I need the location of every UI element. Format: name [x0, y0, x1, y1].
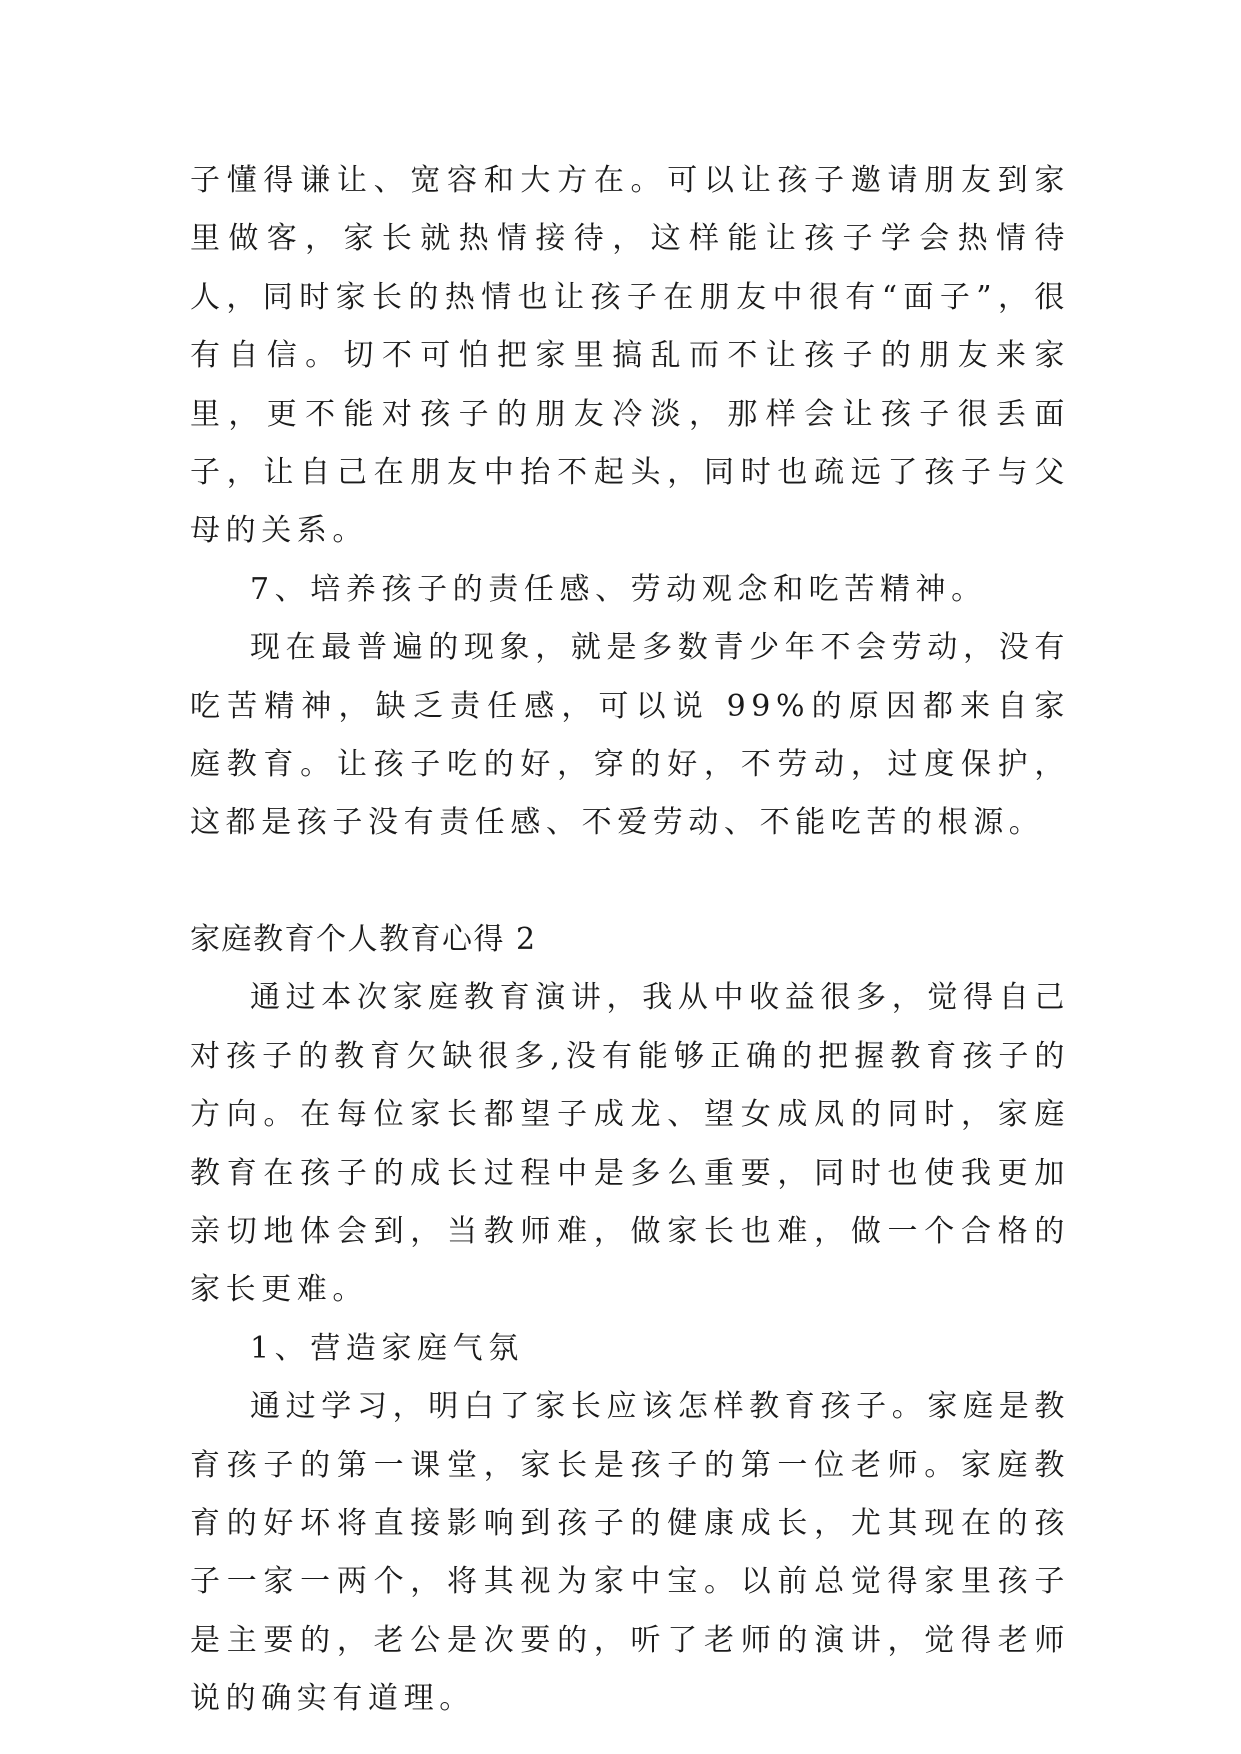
paragraph: 通过本次家庭教育演讲，我从中收益很多，觉得自己对孩子的教育欠缺很多,没有能够正确的把握教育孩子的方向。在每位家长都望子成龙、望女成凤的同时，家庭教育在孩子的成长过程中是多么重要，同时也使我更加亲切地体会到，当教师难，做家长也难，做一个合格的家长更难。: [190, 980, 1070, 1308]
document-body: [190, 152, 1070, 1729]
paragraph: 通过学习，明白了家长应该怎样教育孩子。家庭是教育孩子的第一课堂，家长是孩子的第一位老师。家庭教育的好坏将直接影响到孩子的健康成长，尤其现在的孩子一家一两个，将其视为家中宝。以前总觉得家里孩子是主要的，老公是次要的，听了老师的演讲，觉得老师说的确实有道理。: [190, 1389, 1070, 1717]
list-item-1: 1、营造家庭气氛: [250, 1330, 524, 1366]
list-item-7: 7、培养孩子的责任感、劳动观念和吃苦精神。: [250, 571, 987, 607]
section-title: 家庭教育个人教育心得 2: [190, 921, 537, 957]
paragraph: 现在最普遍的现象，就是多数青少年不会劳动，没有吃苦精神，缺乏责任感，可以说 99%的原因都来自家庭教育。让孩子吃的好，穿的好，不劳动，过度保护，这都是孩子没有责任感、不爱劳动、不能吃苦的根源。: [190, 630, 1070, 841]
paragraph-continuation: 子懂得谦让、宽容和大方在。可以让孩子邀请朋友到家里做客，家长就热情接待，这样能让孩子学会热情待人，同时家长的热情也让孩子在朋友中很有“面子”，很有自信。切不可怕把家里搞乱而不让孩子的朋友来家里，更不能对孩子的朋友冷淡，那样会让孩子很丢面子，让自己在朋友中抬不起头，同时也疏远了孩子与父母的关系。: [190, 163, 1070, 549]
